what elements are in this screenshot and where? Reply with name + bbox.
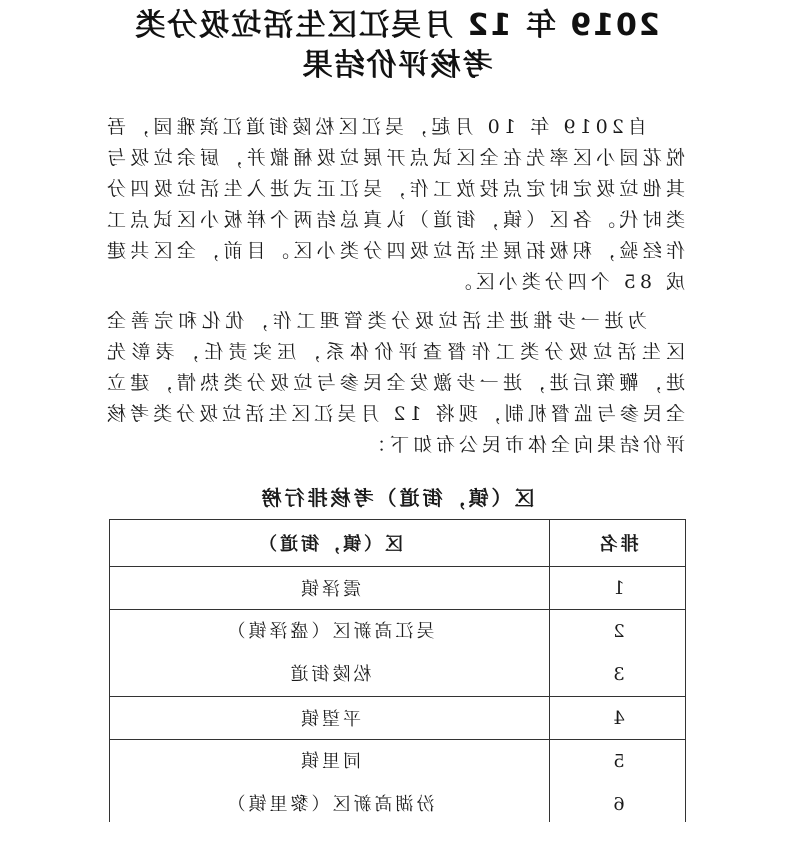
- rank-cell-group: [550, 740, 686, 827]
- paragraph-2: 为进一步推进生活垃圾分类管理工作，优化和完善全区生活垃圾分类工作督查评价体系，压实责任，表彰先进，鞭策后进，进一步激发全民参与垃圾分类热情，建立全民参与监督机制，现将 12 月吴江区生活垃圾分类考核评价结果向全体市民公布如下：: [103, 310, 685, 456]
- rank-cell: 1: [550, 567, 686, 610]
- district-cell: 吴江高新区（盛泽镇）: [224, 621, 435, 642]
- rank-cell: 6: [610, 794, 625, 815]
- district-cell: 震泽镇: [110, 567, 550, 610]
- table-title: 区（镇，街道）考核排行榜: [258, 486, 535, 510]
- paragraph-1: 自2019 年 10 月起，吴江区松陵街道江滨雅园，吾悦花园小区率先在全区试点开展垃圾桶撤并，厨余垃圾与其他垃圾定时定点投放工作，吴江正式进入生活垃圾四分类时代。各区（镇，街道）认真总结两个样板小区试点工作经验，积极拓展生活垃圾四分类小区。目前，全区共建成 85 个四分类小区。: [103, 116, 685, 293]
- page-bottom-crop: [0, 822, 793, 851]
- header-rank: 排名: [550, 520, 686, 567]
- district-cell: 汾湖高新区（黎里镇）: [224, 794, 435, 815]
- district-cell-group: [110, 740, 550, 827]
- district-cell: 同里镇: [298, 751, 361, 772]
- body-text: [103, 112, 685, 469]
- rank-cell: 5: [610, 751, 625, 772]
- rank-cell: 2: [610, 621, 625, 642]
- document-title-line1: 2019 年 12 月吴江区生活垃圾分类: [133, 8, 660, 43]
- district-cell: 平望镇: [110, 697, 550, 740]
- header-district: 区（镇，街道）: [110, 520, 550, 567]
- rank-cell-group: [550, 610, 686, 697]
- ranking-table: [109, 519, 686, 827]
- rank-cell: 3: [610, 664, 625, 685]
- document-title-line2: 考核评价结果: [300, 48, 493, 83]
- district-cell-group: [110, 610, 550, 697]
- table-row: [110, 567, 686, 610]
- district-cell: 松陵街道: [287, 664, 372, 685]
- rank-cell: 4: [550, 697, 686, 740]
- table-row: [110, 697, 686, 740]
- table-row-group: [110, 610, 686, 697]
- table-header-row: [110, 520, 686, 567]
- table-row-group: [110, 740, 686, 827]
